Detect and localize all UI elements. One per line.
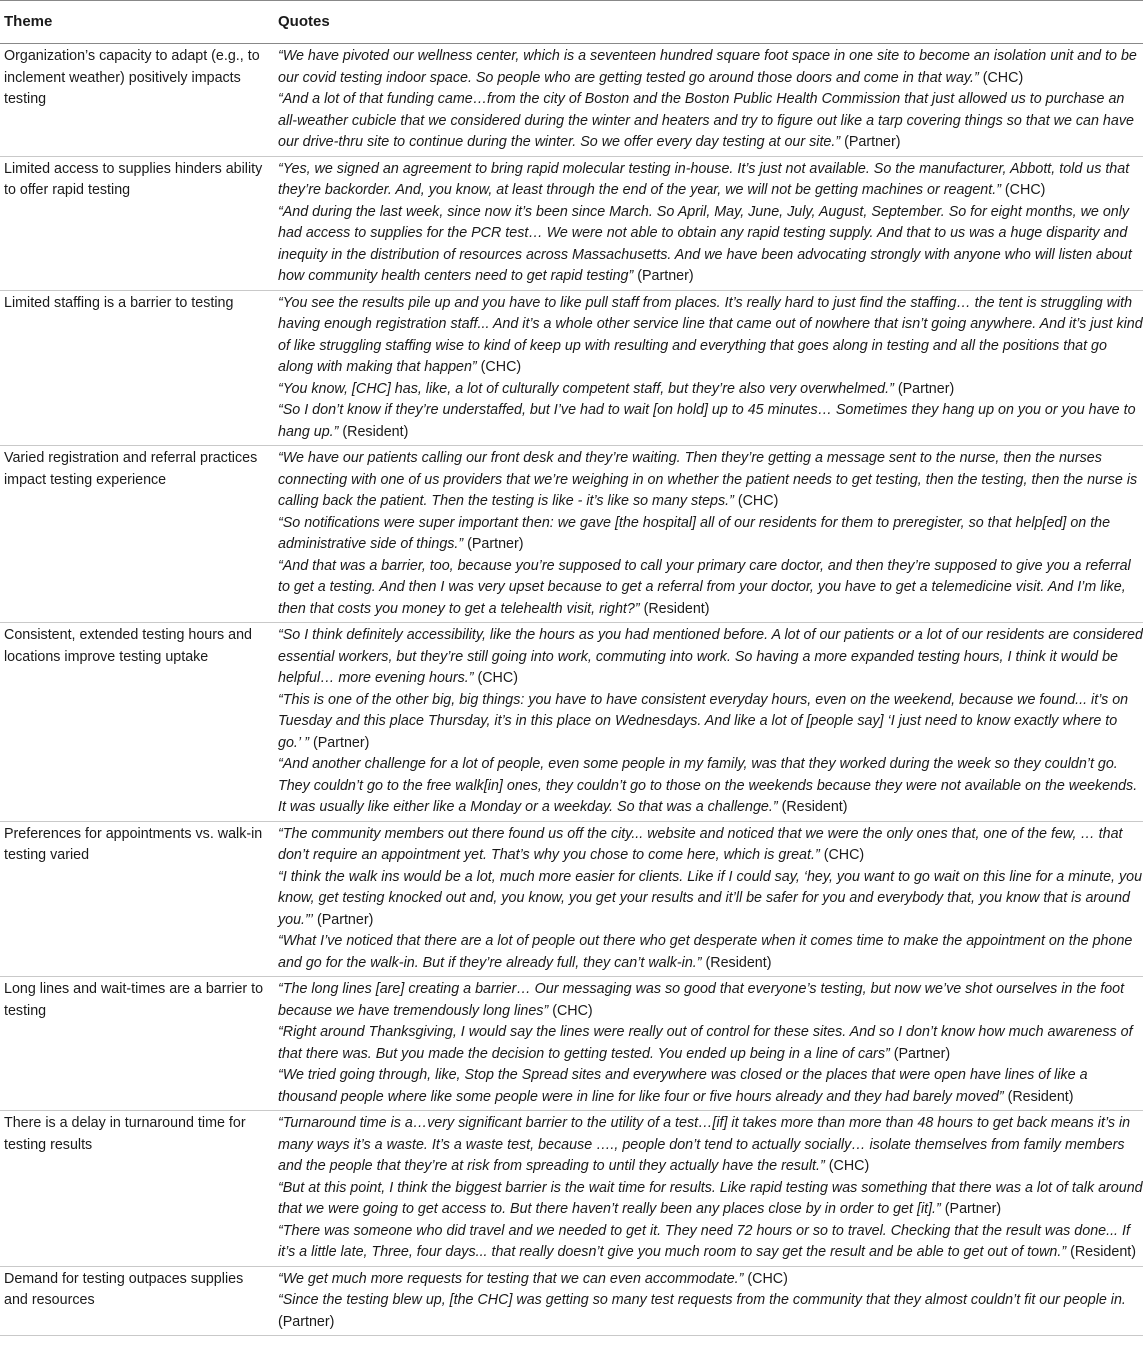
table-row [0, 623, 1143, 822]
table-header [0, 1, 1143, 44]
quote [278, 1065, 1143, 1108]
quote-text: “You know, [CHC] has, like, a lot of culturally competent staff, but they’re also very overwhelmed.” [278, 380, 894, 397]
quote [278, 89, 1143, 154]
table-row [0, 1111, 1143, 1267]
quote [278, 931, 1143, 974]
quote [278, 556, 1143, 621]
table-row [0, 1266, 1143, 1336]
quote-text: “We tried going through, like, Stop the Spread sites and everywhere was closed or the places that were open have lines of like a thousand people where like some people were in line for like four or five hours already and they had barely moved” [278, 1067, 1088, 1105]
quote [278, 754, 1143, 819]
table-row [0, 821, 1143, 977]
quotes-cell [278, 290, 1143, 446]
quote-source: (Resident) [338, 423, 409, 440]
quote-source: (Partner) [633, 268, 694, 284]
quote [278, 1269, 1143, 1291]
quote-source: (Partner) [893, 380, 955, 397]
quote-text: “And another challenge for a lot of people, even some people in my family, was that they worked during the week so they couldn’t go. They couldn’t go to the free walk[in] ones, they couldn’t go to those on the weekends because they were not available on the weekends. It was usually like either like a Monday or a weekday. So that was a challenge.” [278, 756, 1138, 815]
quotes-cell [278, 156, 1143, 290]
quote-text: “The community members out there found us off the city... website and noticed that we were the only ones that, one of the few, … that don’t require an appointment yet. That’s why you chose to come here, which is great.” [278, 825, 1123, 863]
theme-cell: Organization’s capacity to adapt (e.g., to inclement weather) positively impacts testing [0, 44, 278, 157]
quote-text: “We have our patients calling our front desk and they’re waiting. Then they’re getting a message sent to the nurse, then the nurses connecting with one of us providers that we’re weighing in on whether the patient needs to get testing, then the testing, then the nurse is calling back the patient. Then the testing is like - it’s like so many steps.” [278, 450, 1138, 509]
quote-source: (Resident) [639, 600, 710, 617]
quote-text: “Turnaround time is a…very significant barrier to the utility of a test…[if] it takes more than more than 48 hours to get back means it’s in many ways it’s a waste. It’s a waste test, because …., people don’t tend to actually socially… isolate themselves from family members and the people that they’re at risk from spreading to until they actually have the result.” [278, 1115, 1131, 1174]
table-row [0, 977, 1143, 1111]
quote-text: “And during the last week, since now it’s been since March. So April, May, June, July, August, September. So for eight months, we only had access to supplies for the PCR test… We were not able to obtain any rapid testing supply. And that to us was a huge disparity and inequity in the distribution of resources across Massachusetts. And we have been advocating strongly with anyone who will listen about how community health centers need to get rapid testing” [278, 203, 1132, 284]
quote-text: “There was someone who did travel and we needed to get it. They need 72 hours or so to travel. Checking that the result was done... If it’s a little late, Three, four days... that really doesn’t give you much room to say get the result and be able to get out of town.” [278, 1222, 1130, 1260]
theme-cell: Consistent, extended testing hours and locations improve testing uptake [0, 623, 278, 822]
theme-cell: Long lines and wait-times are a barrier to testing [0, 977, 278, 1111]
table-body [0, 44, 1143, 1336]
quote-text: “So I don’t know if they’re understaffed, but I’ve had to wait [on hold] up to 45 minutes… Sometimes they hang up on you or you have to hang up.” [278, 402, 1136, 440]
table-row [0, 446, 1143, 623]
quote [278, 1221, 1143, 1264]
theme-cell: Preferences for appointments vs. walk-in testing varied [0, 821, 278, 977]
header-row [0, 1, 1143, 44]
quote-source: (Partner) [940, 1201, 1002, 1217]
quote-source: (CHC) [476, 359, 522, 375]
quote-text: “Yes, we signed an agreement to bring rapid molecular testing in-house. It’s just not available. So the manufacturer, Abbott, told us that they’re backorder. And, you know, at least through the end of the year, we will not be getting machines or reagent.” [278, 160, 1130, 198]
quote-source: (Partner) [463, 536, 524, 552]
theme-cell: Varied registration and referral practices impact testing experience [0, 446, 278, 623]
quotes-cell [278, 623, 1143, 822]
quote-text: “What I’ve noticed that there are a lot of people out there who get desperate when it comes time to make the appointment on the phone and go for the walk-in. But if they’re already full, they can’t walk-in.” [278, 933, 1133, 971]
quote [278, 202, 1143, 288]
table-row [0, 156, 1143, 290]
theme-cell: Demand for testing outpaces supplies and resources [0, 1266, 278, 1336]
table-row [0, 290, 1143, 446]
quote [278, 513, 1143, 556]
quote-source: (CHC) [1000, 182, 1046, 198]
quote-text: “So notifications were super important then: we gave [the hospital] all of our residents for them to preregister, so that help[ed] on the administrative side of things.” [278, 514, 1111, 552]
quote-text: “I think the walk ins would be a lot, much more easier for clients. Like if I could say, ‘hey, you want to go wait on this line for a minute, you know, get testing knocked out and, you know, you get your results and it’ll be safer for you and everybody that, you know that is around you.”’ [278, 868, 1143, 928]
quotes-cell [278, 1266, 1143, 1336]
quote-source: (Partner) [312, 911, 374, 928]
quotes-cell [278, 44, 1143, 157]
quote [278, 1022, 1143, 1065]
quote-text: “This is one of the other big, big things: you have to have consistent everyday hours, even on the weekend, because we found... it’s on Tuesday and this place Thursday, it’s in this place on Wednesdays. And like a lot of [people say] ‘I just need to know exactly where to go.’ ” [278, 691, 1129, 751]
quote [278, 1113, 1143, 1178]
quote-text: “Right around Thanksgiving, I would say the lines were really out of control for these sites. And so I don’t know how much awareness of that there was. But you made the decision to getting tested. You ended up being in a line of cars” [278, 1024, 1133, 1062]
quote-source: (CHC) [824, 1158, 870, 1174]
quote [278, 46, 1143, 89]
quote-text: “So I think definitely accessibility, like the hours as you had mentioned before. A lot of our patients or a lot of our residents are considered essential workers, but they’re still going into work, commuting into work. So having a more expanded testing hours, I think it would be helpful… more evening hours.” [278, 627, 1143, 686]
quote-text: “The long lines [are] creating a barrier… Our messaging was so good that everyone’s testing, but now we’ve shot ourselves in the foot because we have tremendously long lines” [278, 981, 1125, 1019]
quote-source: (CHC) [548, 1002, 593, 1019]
quote-source: (CHC) [733, 493, 779, 509]
quote-source: (Resident) [777, 799, 848, 815]
theme-cell: Limited access to supplies hinders ability to offer rapid testing [0, 156, 278, 290]
quote-text: “Since the testing blew up, [the CHC] was getting so many test requests from the community that they almost couldn’t fit our people in. [278, 1292, 1126, 1308]
quote [278, 1178, 1143, 1221]
quote [278, 824, 1143, 867]
quote-text: “But at this point, I think the biggest barrier is the wait time for results. Like rapid testing was something that there was a lot of talk around that we were going to get access to. But there haven’t really been any places close by in order to get [it].” [278, 1179, 1143, 1217]
table-row [0, 44, 1143, 157]
quotes-cell [278, 1111, 1143, 1267]
quote-text: “And a lot of that funding came…from the city of Boston and the Boston Public Health Commission that just allowed us to purchase an all-weather cubicle that we considered during the winter and heaters and try to figure out like a tarp covering things so that we can have our drive-thru site to continue during the winter. So we offer every day testing at our site.” [278, 91, 1134, 150]
quotes-cell [278, 446, 1143, 623]
quote-source: (CHC) [473, 670, 518, 686]
quote [278, 400, 1143, 443]
quote [278, 1290, 1143, 1333]
quote [278, 867, 1143, 932]
quote-text: “And that was a barrier, too, because you’re supposed to call your primary care doctor, and then they’re supposed to give you a referral to get a testing. And then I was very upset because to get a referral from your doctor, you have to get a telemedicine visit. And I’m like, then that costs you money to get a telehealth visit, right?” [278, 557, 1131, 617]
quote-source: (CHC) [978, 69, 1024, 86]
quote-source: (Resident) [1003, 1088, 1074, 1105]
quote-source: (Partner) [278, 1313, 335, 1330]
quotes-cell [278, 977, 1143, 1111]
quote-source: (Resident) [701, 954, 772, 971]
quote-source: (Partner) [889, 1045, 951, 1062]
quote-text: “You see the results pile up and you have to like pull staff from places. It’s really hard to just find the staffing… the tent is struggling with having enough registration staff... And it’s a whole other service line that came out of nowhere that isn’t going anywhere. And it’s just kind of like struggling staffing wise to kind of keep up with resulting and everything that goes along in testing and all the positions that go along with making that happen” [278, 294, 1143, 375]
quote-source: (Partner) [840, 134, 901, 150]
quote [278, 979, 1143, 1022]
header-quotes: Quotes [278, 1, 1143, 44]
quote-text: “We get much more requests for testing that we can even accommodate.” [278, 1270, 744, 1287]
quotes-cell [278, 821, 1143, 977]
quote-text: “We have pivoted our wellness center, which is a seventeen hundred square foot space in one site to become an isolation unit and to be our covid testing indoor space. So people who are getting tested go around those doors and come in that way.” [278, 48, 1137, 86]
theme-cell: Limited staffing is a barrier to testing [0, 290, 278, 446]
quote [278, 159, 1143, 202]
quote [278, 448, 1143, 513]
header-theme: Theme [0, 1, 278, 44]
quote [278, 379, 1143, 401]
quote [278, 690, 1143, 755]
quote-source: (CHC) [819, 847, 865, 863]
quote [278, 293, 1143, 379]
quote-source: (Partner) [309, 734, 370, 751]
quote-source: (CHC) [743, 1270, 788, 1287]
quote [278, 625, 1143, 690]
theme-cell: There is a delay in turnaround time for testing results [0, 1111, 278, 1267]
quote-source: (Resident) [1066, 1244, 1137, 1260]
